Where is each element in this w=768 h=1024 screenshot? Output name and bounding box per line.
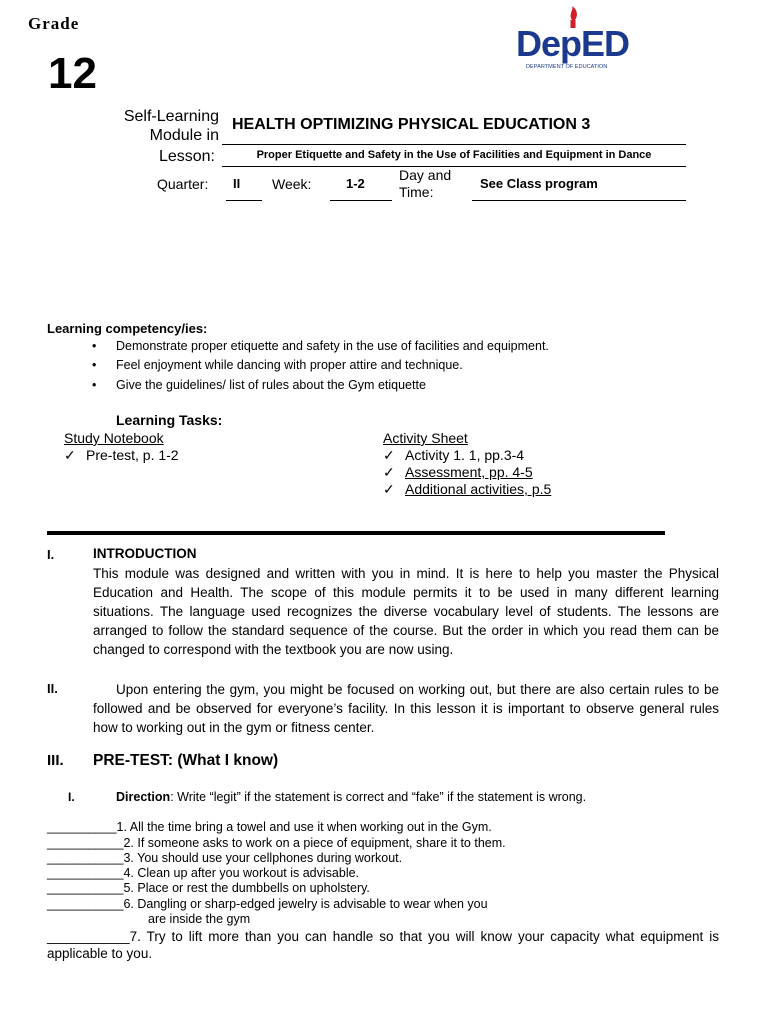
section-two-paragraph: Upon entering the gym, you might be focused on working out, but there are also certain rules to be followed and be observed for everyone’s facility. In this lesson it is important to observe general rules how to working out in the gym or fitness center. xyxy=(93,682,719,735)
pretest-item: ___________6. Dangling or sharp-edged jewelry is advisable to wear when you xyxy=(47,897,488,911)
study-notebook-label: Study Notebook xyxy=(64,430,164,446)
week-rule xyxy=(330,200,392,201)
section-divider xyxy=(47,531,665,535)
learning-tasks-title: Learning Tasks: xyxy=(116,412,223,428)
activity-sheet-item: ✓ Activity 1. 1, pp.3-4 xyxy=(383,447,525,463)
pretest-item-continuation: are inside the gym xyxy=(148,912,251,926)
direction-number: I. xyxy=(68,790,75,804)
intro-paragraph: This module was designed and written with you in mind. It is here to help you master the Physical Education and Health. The scope of this module permits it to be used in many different learning situations. The language used recognizes the diverse vocabulary level of students. The lessons are arranged to follow the standard sequence of the course. But the order in which you read them can be changed to correspond with the textbook you are now using. xyxy=(93,566,719,657)
slm-label-line2: Module in xyxy=(149,127,219,144)
activity-sheet-item: ✓ Assessment, pp. 4-5 xyxy=(383,464,533,480)
intro-heading: INTRODUCTION xyxy=(93,546,197,561)
pretest-item: ___________7. Try to lift more than you can handle so that you will know your capacity what equipment is applicable to you. xyxy=(47,929,719,961)
deped-logo xyxy=(512,4,648,84)
section-two-number: II. xyxy=(47,681,58,696)
grade-number: 12 xyxy=(48,49,97,98)
pretest-item: ___________3. You should use your cellphones during workout. xyxy=(47,851,403,865)
subject-rule xyxy=(222,144,686,145)
pretest-item: ___________2. If someone asks to work on a piece of equipment, share it to them. xyxy=(47,836,506,850)
pretest-item: __________1. All the time bring a towel and use it when working out in the Gym. xyxy=(47,820,492,834)
pretest-number: III. xyxy=(47,752,64,769)
competency-item: • Give the guidelines/ list of rules about the Gym etiquette xyxy=(92,378,426,392)
study-notebook-item: ✓ Pre-test, p. 1-2 xyxy=(64,447,179,463)
check-icon: ✓ xyxy=(64,447,76,463)
subject-title: HEALTH OPTIMIZING PHYSICAL EDUCATION 3 xyxy=(232,116,591,133)
pretest-item: ___________4. Clean up after you workout is advisable. xyxy=(47,866,360,880)
check-icon: ✓ xyxy=(383,481,395,497)
slm-label-line1: Self-Learning xyxy=(123,108,219,125)
lesson-title: Proper Etiquette and Safety in the Use of Facilities and Equipment in Dance xyxy=(256,149,652,161)
check-icon: ✓ xyxy=(383,447,395,463)
grade-label: Grade xyxy=(28,14,80,33)
lesson-label: Lesson: xyxy=(158,148,215,165)
activity-sheet-item: ✓ Additional activities, p.5 xyxy=(383,481,552,497)
daytime-label-line1: Day and xyxy=(399,167,452,183)
competencies-title: Learning competency/ies: xyxy=(47,321,208,336)
week-label: Week: xyxy=(272,176,312,192)
check-icon: ✓ xyxy=(383,464,395,480)
daytime-label-line2: Time: xyxy=(399,184,434,200)
competency-item: • Demonstrate proper etiquette and safety in the use of facilities and equipment. xyxy=(92,339,549,353)
intro-number: I. xyxy=(47,547,55,562)
activity-sheet-label: Activity Sheet xyxy=(383,430,468,446)
deped-logo-text-dep: DepED xyxy=(516,23,630,64)
pretest-item: ___________5. Place or rest the dumbbells on upholstery. xyxy=(47,881,370,895)
quarter-rule xyxy=(226,200,262,201)
lesson-rule xyxy=(222,166,686,167)
deped-logo-subtitle: DEPARTMENT OF EDUCATION xyxy=(526,64,608,70)
competency-item: • Feel enjoyment while dancing with proper attire and technique. xyxy=(92,358,463,372)
daytime-rule xyxy=(472,200,686,201)
quarter-label: Quarter: xyxy=(157,176,209,192)
quarter-value: II xyxy=(233,176,241,191)
deped-logo-mark xyxy=(512,4,648,84)
pretest-heading: PRE-TEST: (What I know) xyxy=(93,752,279,769)
direction-text: Direction: Write “legit” if the statement is correct and “fake” if the statement is wrong. xyxy=(116,790,587,804)
daytime-value: See Class program xyxy=(480,176,598,191)
week-value: 1-2 xyxy=(346,176,365,191)
